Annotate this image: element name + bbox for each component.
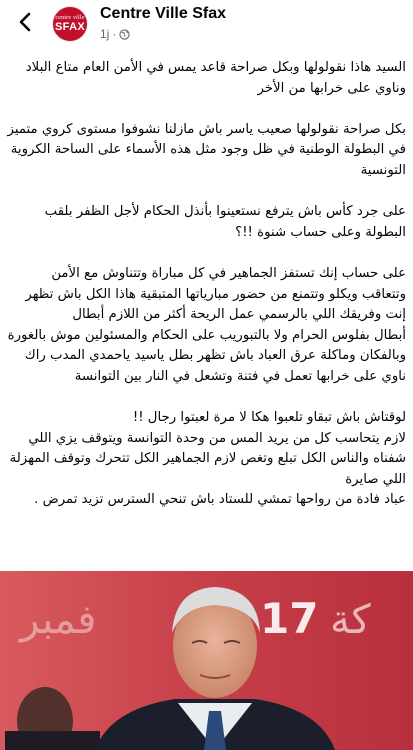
post-time[interactable]: 1j bbox=[100, 27, 110, 41]
logo-top-text: centre ville bbox=[55, 15, 85, 21]
photo-illustration bbox=[0, 571, 413, 750]
post-photo[interactable] bbox=[0, 571, 413, 750]
banner-text-right: كة bbox=[330, 597, 371, 643]
post-paragraph: على حساب إنك تستفز الجماهير في كل مباراة وتتناوش مع الأمن وتتعاقب ويكلو وتتمنع من حضور مبارياتها المتبقية هاذا الكل باش تظهر إنت وفريقك اللي بالرسمي عمل الريحة أكثر من اللازم أبطال أبطال بفلوس الحرام ولا بالتبوريب على الحكام والمسئولين موش بالغورة وبالفكان وماكلة عرق العباد باش تظهر بطل ياسيد ياحمدي المدب راك ناوي على خرابها تعمل في فتنة وتشعل في النار بين التوانسة bbox=[7, 265, 406, 384]
post-body bbox=[6, 58, 406, 532]
back-arrow-icon[interactable] bbox=[14, 10, 38, 34]
post-paragraph: السيد هاذا نقولولها وبكل صراحة قاعد يمس في الأمن العام متاع البلاد وناوي على خرابها من الأخر bbox=[25, 60, 406, 96]
meta-separator: · bbox=[112, 27, 117, 41]
banner-text-left: فمبر bbox=[20, 597, 97, 643]
globe-icon bbox=[119, 29, 130, 40]
banner-number: 17 bbox=[260, 594, 319, 643]
post-paragraph: على جرد كأس باش يترفع نستعينوا بأنذل الحكام لأجل الظفر بلقب البطولة وعلى حساب شنوة !!؟ bbox=[44, 204, 406, 240]
post-paragraph: لوقتاش باش تبقاو تلعبوا هكا لا مرة لعبتوا رجال !! لازم يتحاسب كل من يريد المس من وحدة التوانسة ويتوقف يزي اللي شفناه والناس الكل تبلع وتغص لازم الجماهير الكل تتحرك وتوقف المهزلة اللي صايرة عباد فادة من رواحها تمشي للستاد باش تنحي السترس تزيد تمرض . bbox=[9, 410, 406, 508]
post-header bbox=[0, 0, 413, 56]
page-name-link[interactable]: Centre Ville Sfax bbox=[100, 5, 226, 22]
back-arrow-glyph bbox=[14, 10, 38, 34]
post-paragraph: بكل صراحة نقولولها صعيب ياسر باش مازلنا نشوفوا مستوى كروي متميز في البطولة الوطنية في ظل وجود مثل هذه الأسماء على الساحة الكروية التونسية bbox=[7, 121, 406, 178]
post-meta bbox=[100, 27, 130, 41]
background-person-body bbox=[5, 731, 100, 750]
page-avatar-logo[interactable] bbox=[52, 6, 88, 42]
logo-bottom-text: SFAX bbox=[55, 21, 85, 33]
